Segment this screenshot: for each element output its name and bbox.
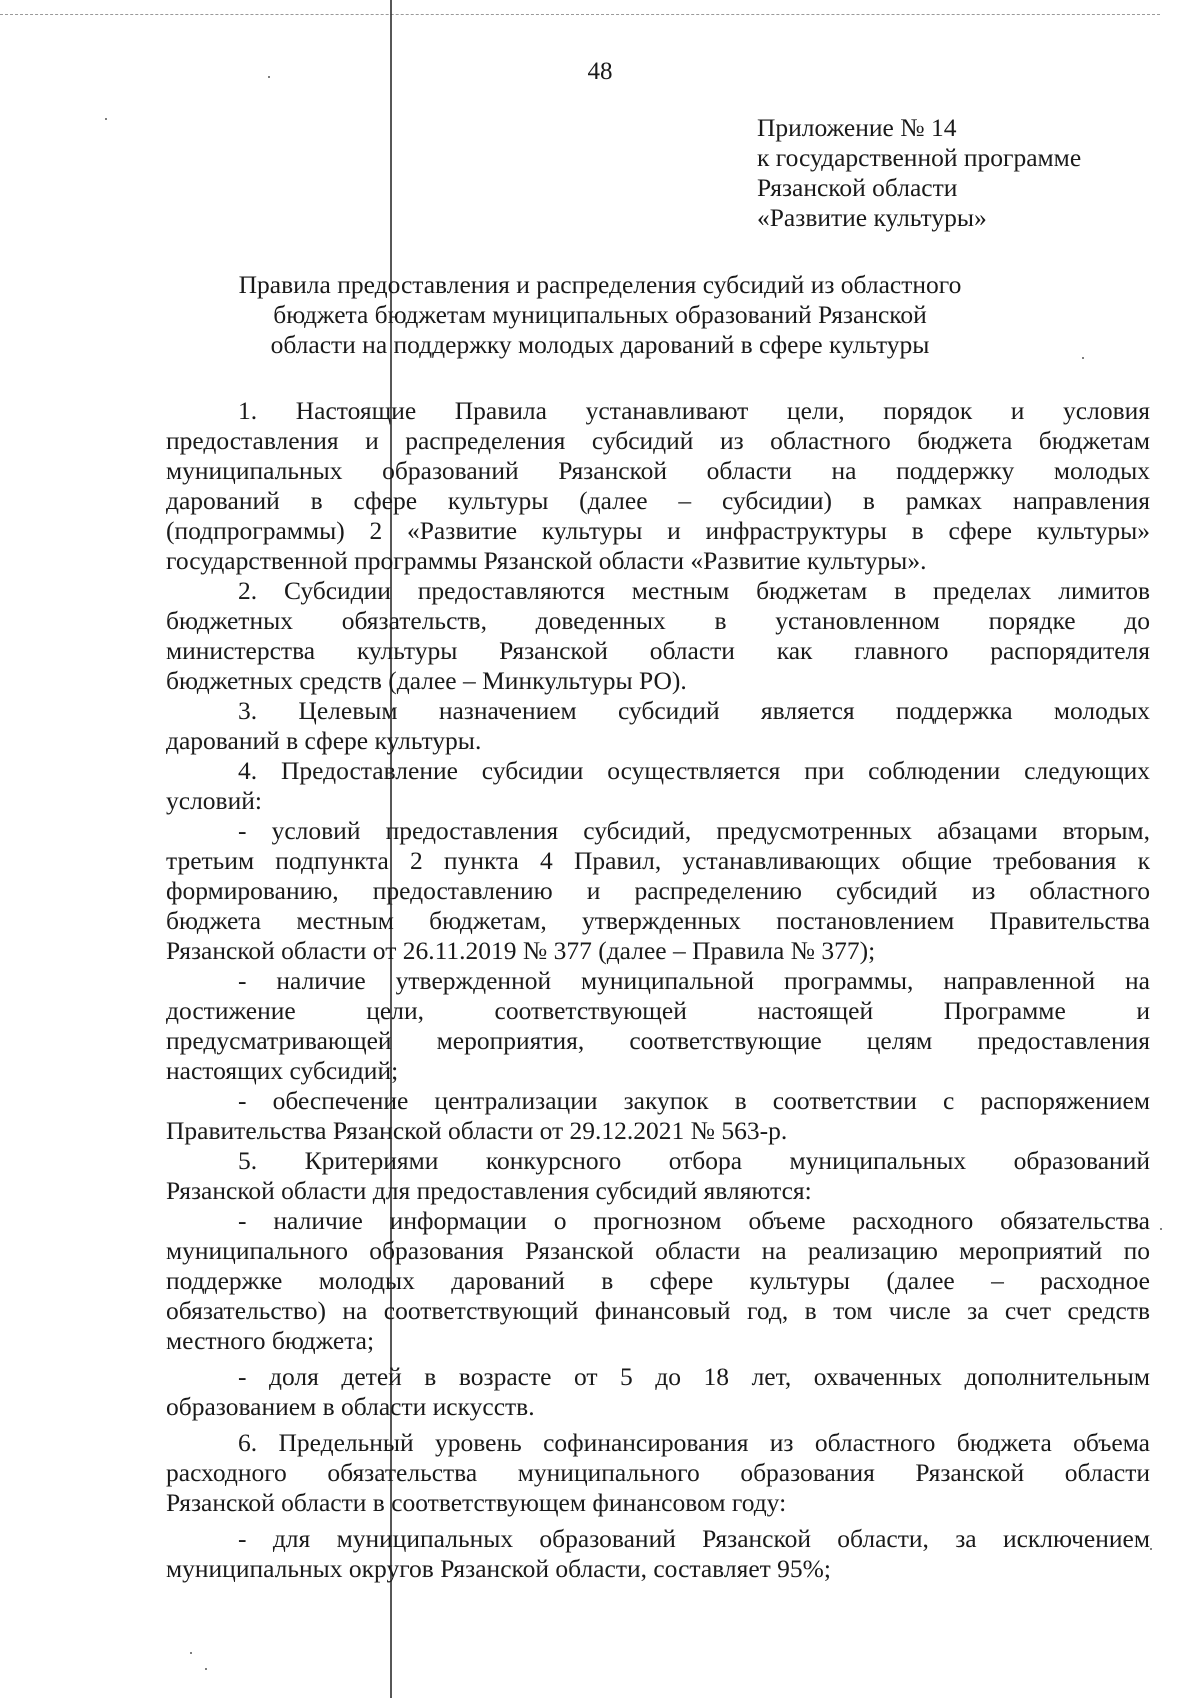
scan-speck	[190, 1652, 192, 1654]
appendix-line: Приложение № 14	[757, 113, 957, 142]
body-line: предоставления и распределения субсидий из областного бюджета бюджетам	[166, 426, 1150, 455]
body-line: расходного обязательства муниципального образования Рязанской области	[166, 1458, 1150, 1487]
body-line: достижение цели, соответствующей настоящей Программе и	[166, 996, 1150, 1025]
body-line: Рязанской области в соответствующем финансовом году:	[166, 1488, 787, 1517]
body-line: министерства культуры Рязанской области как главного распорядителя	[166, 636, 1150, 665]
page-number: 48	[587, 58, 613, 85]
title-line: Правила предоставления и распределения субсидий из областного	[238, 270, 962, 299]
scan-speck	[205, 1668, 207, 1670]
body-line: - условий предоставления субсидий, предусмотренных абзацами вторым,	[238, 816, 1150, 845]
body-line: предусматривающей мероприятия, соответствующие целям предоставления	[166, 1026, 1150, 1055]
body-line: 5. Критериями конкурсного отбора муниципальных образований	[238, 1146, 1150, 1175]
body-line: бюджетных средств (далее – Минкультуры РО).	[166, 666, 687, 695]
title-line: бюджета бюджетам муниципальных образований Рязанской	[273, 300, 927, 329]
appendix-line: к государственной программе	[757, 143, 1082, 172]
body-line: настоящих субсидий;	[166, 1056, 399, 1085]
body-line: муниципального образования Рязанской области на реализацию мероприятий по	[166, 1236, 1150, 1265]
scan-top-edge-line	[0, 14, 1160, 15]
body-line: муниципальных образований Рязанской области на поддержку молодых	[166, 456, 1150, 485]
body-line: государственной программы Рязанской области «Развитие культуры».	[166, 546, 927, 575]
body-line: 6. Предельный уровень софинансирования из областного бюджета объема	[238, 1428, 1150, 1457]
scan-speck	[1150, 1548, 1152, 1550]
body-line: бюджетных обязательств, доведенных в установленном порядке до	[166, 606, 1150, 635]
body-line: поддержке молодых дарований в сфере культуры (далее – расходное	[166, 1266, 1150, 1295]
body-line: - наличие утвержденной муниципальной программы, направленной на	[238, 966, 1150, 995]
body-line: - для муниципальных образований Рязанской области, за исключением	[238, 1524, 1150, 1553]
title-line: области на поддержку молодых дарований в сфере культуры	[270, 330, 930, 359]
scan-speck	[105, 118, 107, 120]
body-line: 3. Целевым назначением субсидий является поддержка молодых	[238, 696, 1150, 725]
body-line: Рязанской области от 26.11.2019 № 377 (далее – Правила № 377);	[166, 936, 876, 965]
body-line: 2. Субсидии предоставляются местным бюджетам в пределах лимитов	[238, 576, 1150, 605]
appendix-line: «Развитие культуры»	[757, 203, 987, 232]
body-line: 4. Предоставление субсидии осуществляется при соблюдении следующих	[238, 756, 1150, 785]
appendix-line: Рязанской области	[757, 173, 958, 202]
body-line: дарований в сфере культуры (далее – субсидии) в рамках направления	[166, 486, 1150, 515]
body-line: условий:	[166, 786, 262, 815]
body-line: Правительства Рязанской области от 29.12.2021 № 563-р.	[166, 1116, 788, 1145]
appendix-header	[757, 113, 1081, 233]
scan-speck	[1160, 1228, 1162, 1230]
body-line: Рязанской области для предоставления субсидий являются:	[166, 1176, 812, 1205]
body-line: обязательство) на соответствующий финансовый год, в том числе за счет средств	[166, 1296, 1150, 1325]
body-line: третьим подпункта 2 пункта 4 Правил, устанавливающих общие требования к	[166, 846, 1150, 875]
body-line: муниципальных округов Рязанской области, составляет 95%;	[166, 1554, 831, 1583]
body-line: - наличие информации о прогнозном объеме расходного обязательства	[238, 1206, 1150, 1235]
body-line: дарований в сфере культуры.	[166, 726, 482, 755]
body-line: местного бюджета;	[166, 1326, 375, 1355]
body-line: 1. Настоящие Правила устанавливают цели, порядок и условия	[238, 396, 1150, 425]
document-body	[166, 396, 1150, 1584]
body-line: - обеспечение централизации закупок в соответствии с распоряжением	[238, 1086, 1150, 1115]
body-line: (подпрограммы) 2 «Развитие культуры и инфраструктуры в сфере культуры»	[166, 516, 1150, 545]
body-line: образованием в области искусств.	[166, 1392, 535, 1421]
document-title	[0, 270, 1200, 360]
body-line: бюджета местным бюджетам, утвержденных постановлением Правительства	[166, 906, 1150, 935]
body-line: формированию, предоставлению и распределению субсидий из областного	[166, 876, 1150, 905]
body-line: - доля детей в возрасте от 5 до 18 лет, охваченных дополнительным	[238, 1362, 1150, 1391]
